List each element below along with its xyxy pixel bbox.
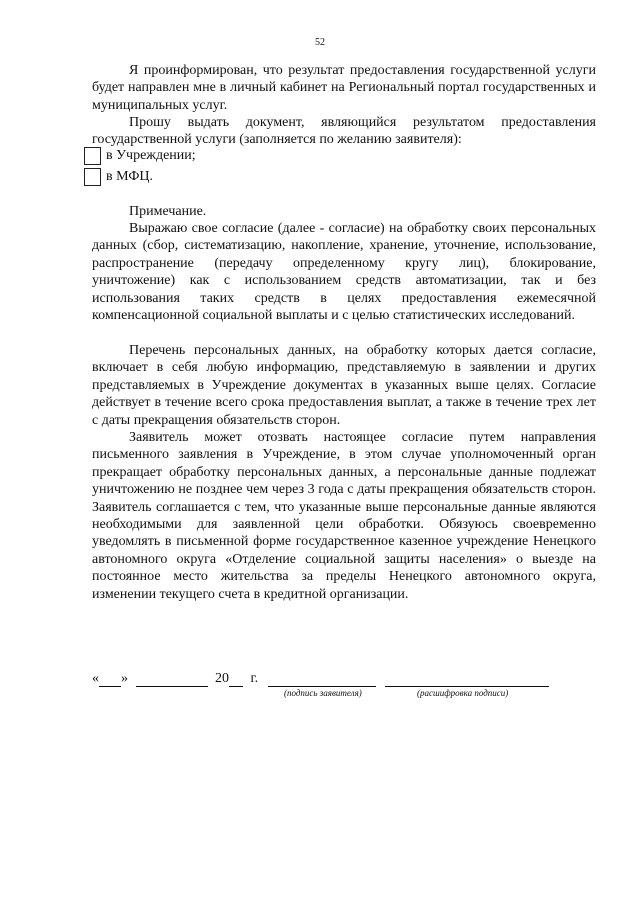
signature-field[interactable] (268, 672, 376, 687)
result-notice-paragraph: Я проинформирован, что результат предоставления государственной услуги будет направлен мне в личный кабинет на Региональный портал государственных и муниципальных услуг. (92, 63, 596, 113)
year-suffix: г. (250, 671, 259, 686)
day-field[interactable] (99, 672, 121, 687)
option-mfc[interactable] (84, 167, 153, 187)
option-mfc-label: в МФЦ. (106, 169, 154, 184)
option-institution[interactable] (84, 146, 196, 166)
signature-decoding-field[interactable] (385, 672, 549, 687)
signature-line (92, 671, 602, 687)
year-field[interactable] (229, 672, 243, 687)
month-field[interactable] (136, 672, 208, 687)
open-quote: « (92, 671, 99, 686)
checkbox-mfc[interactable] (84, 168, 101, 186)
close-quote: » (121, 671, 128, 686)
withdrawal-paragraph: Заявитель может отозвать настоящее согласие путем направления письменного заявления в Учреждение, в этом случае уполномоченный орган прекращает обработку персональных данных, а персональные данные подлежат уничтожению не позднее чем через 3 года с даты прекращения обязательств сторон. Заявитель соглашается с тем, что указанные выше персональные данные являются необходимыми для заявленной цели обработки. Обязуюсь своевременно уведомлять в письменной форме государственное казенное учреждение Ненецкого автономного округа «Отделение социальной защиты населения» о выезде на постоянное место жительства за пределы Ненецкого автономного округа, изменении текущего счета в кредитной организации. (92, 430, 596, 602)
checkbox-institution[interactable] (84, 147, 101, 165)
year-prefix: 20 (215, 671, 229, 686)
note-heading: Примечание. (129, 204, 207, 219)
option-institution-label: в Учреждении; (106, 148, 196, 163)
decoding-caption: (расшифровка подписи) (417, 688, 509, 698)
signature-caption: (подпись заявителя) (284, 688, 362, 698)
issue-request-paragraph: Прошу выдать документ, являющийся результатом предоставления государственной услуги (заполняется по желанию заявителя): (92, 115, 596, 148)
data-scope-paragraph: Перечень персональных данных, на обработку которых дается согласие, включает в себя любую информацию, представляемую в заявлении и других представляемых в Учреждение документах в указанных выше целях. Согласие действует в течение всего срока предоставления выплат, а также в течение трех лет с даты прекращения обязательств сторон. (92, 343, 596, 428)
page-number: 52 (315, 37, 325, 48)
consent-paragraph: Выражаю свое согласие (далее - согласие) на обработку своих персональных данных (сбор, систематизацию, накопление, хранение, уточнение, использование, распространение (передачу определенному кругу лиц), блокирование, уничтожение) как с использованием средств автоматизации, так и без использования таких средств в целях предоставления ежемесячной компенсационной социальной выплаты и с целью статистических исследований. (92, 221, 596, 324)
